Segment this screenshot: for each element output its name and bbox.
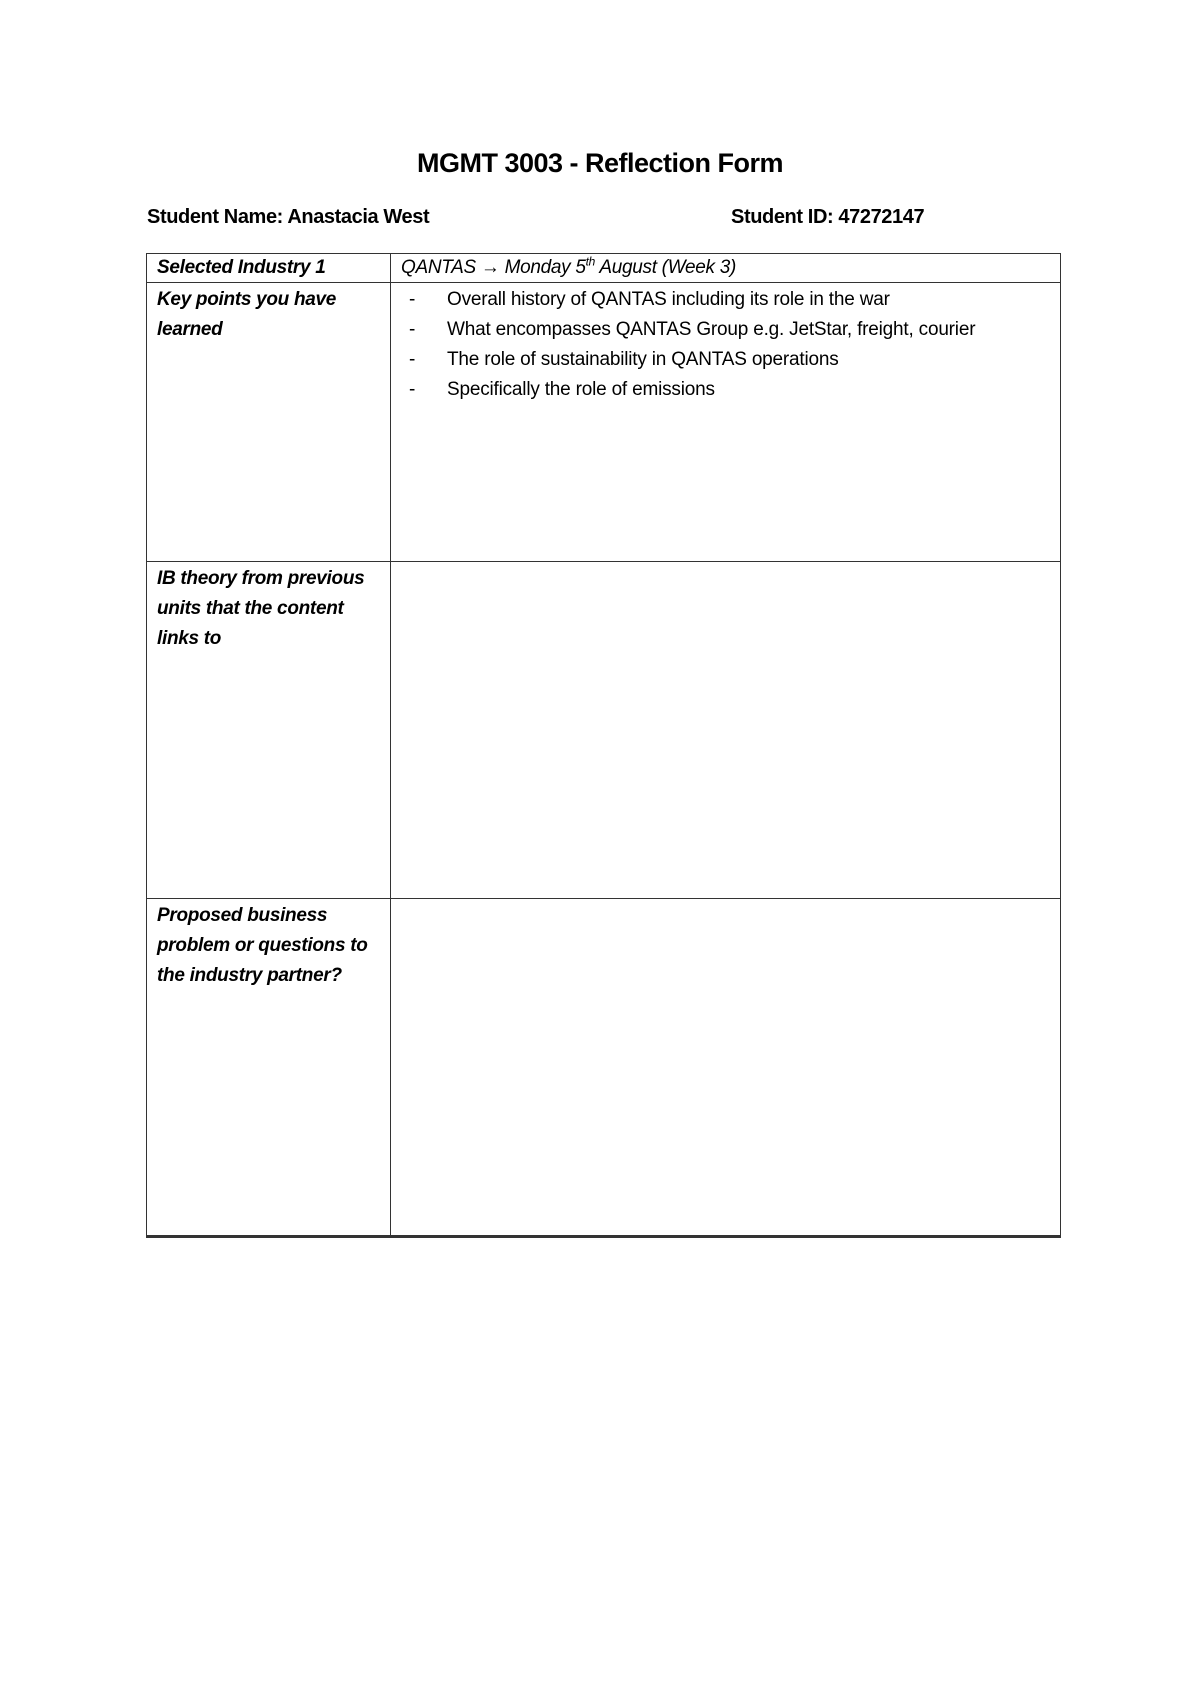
date-suffix: August (Week 3) bbox=[595, 257, 736, 278]
list-item: - The role of sustainability in QANTAS operations bbox=[447, 345, 1050, 375]
student-id: Student ID: 47272147 bbox=[731, 206, 925, 228]
table-row-key-points bbox=[147, 283, 1061, 562]
key-points-list bbox=[401, 285, 1050, 405]
selected-industry-label: Selected Industry 1 bbox=[147, 254, 391, 283]
date-text: Monday 5 bbox=[499, 257, 586, 278]
ib-theory-value[interactable] bbox=[391, 562, 1061, 899]
proposed-problem-label: Proposed business problem or questions to the industry partner? bbox=[147, 899, 391, 1237]
ib-theory-label: IB theory from previous units that the content links to bbox=[147, 562, 391, 899]
key-points-value[interactable] bbox=[391, 283, 1061, 562]
list-item: - What encompasses QANTAS Group e.g. JetStar, freight, courier bbox=[447, 315, 1050, 345]
table-row-proposed-problem bbox=[147, 899, 1061, 1237]
list-item: - Overall history of QANTAS including its role in the war bbox=[447, 285, 1050, 315]
table-row-selected-industry bbox=[147, 254, 1061, 283]
proposed-problem-value[interactable] bbox=[391, 899, 1061, 1237]
table-row-ib-theory bbox=[147, 562, 1061, 899]
arrow-right-icon: → bbox=[480, 257, 500, 278]
page-title: MGMT 3003 - Reflection Form bbox=[416, 148, 784, 178]
reflection-table bbox=[146, 253, 1061, 1238]
student-name: Student Name: Anastacia West bbox=[147, 206, 430, 228]
selected-industry-value[interactable] bbox=[391, 254, 1061, 283]
key-points-label: Key points you have learned bbox=[147, 283, 391, 562]
date-ordinal: th bbox=[585, 254, 596, 269]
list-item: - Specifically the role of emissions bbox=[447, 375, 1050, 405]
company-name: QANTAS bbox=[401, 257, 481, 278]
